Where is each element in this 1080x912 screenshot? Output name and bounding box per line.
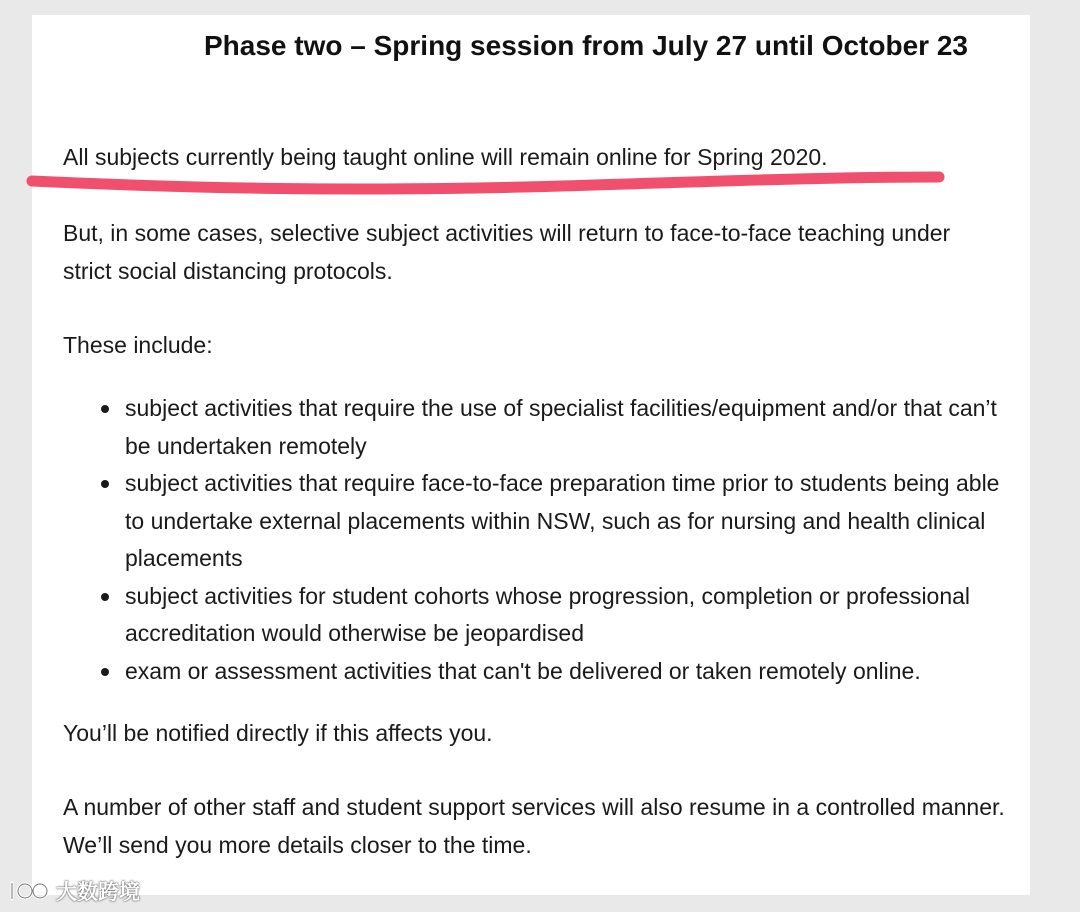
exception-paragraph: But, in some cases, selective subject activities will return to face-to-face teaching under strict social distancing protocols. <box>63 220 951 284</box>
list-item <box>125 653 1005 691</box>
list-item-text: subject activities that require face-to-face preparation time prior to students being able to undertake external placements within NSW, such as for nursing and health clinical placements <box>125 470 1000 571</box>
section-heading: Phase two – Spring session from July 27 until October 23 <box>204 30 968 61</box>
watermark-text: 大数跨境 <box>56 881 140 904</box>
watermark <box>8 876 140 906</box>
list-item-text: subject activities that require the use of specialist facilities/equipment and/or that can’t be undertaken remotely <box>125 395 997 459</box>
highlight-underline-mark <box>24 163 949 199</box>
bullet-icon <box>101 593 109 601</box>
bullet-icon <box>101 668 109 676</box>
list-intro: These include: <box>63 332 213 358</box>
activity-list <box>125 390 1005 690</box>
highlighted-sentence: All subjects currently being taught online will remain online for Spring 2020. <box>63 144 828 170</box>
brand-logo-icon <box>8 877 50 905</box>
document-page <box>32 15 1030 895</box>
notification-paragraph: You’ll be notified directly if this affects you. <box>63 720 493 746</box>
bullet-icon <box>101 405 109 413</box>
list-item-text: subject activities for student cohorts whose progression, completion or professional accreditation would otherwise be jeopardised <box>125 582 971 646</box>
bullet-icon <box>101 480 109 488</box>
list-item-text: exam or assessment activities that can't be delivered or taken remotely online. <box>125 657 921 684</box>
list-item <box>125 578 1005 653</box>
list-item <box>125 390 1005 465</box>
list-item <box>125 465 1005 578</box>
services-paragraph: A number of other staff and student support services will also resume in a controlled manner. We’ll send you more details closer to the time. <box>63 794 1005 858</box>
highlight-underline-stroke <box>32 177 939 189</box>
